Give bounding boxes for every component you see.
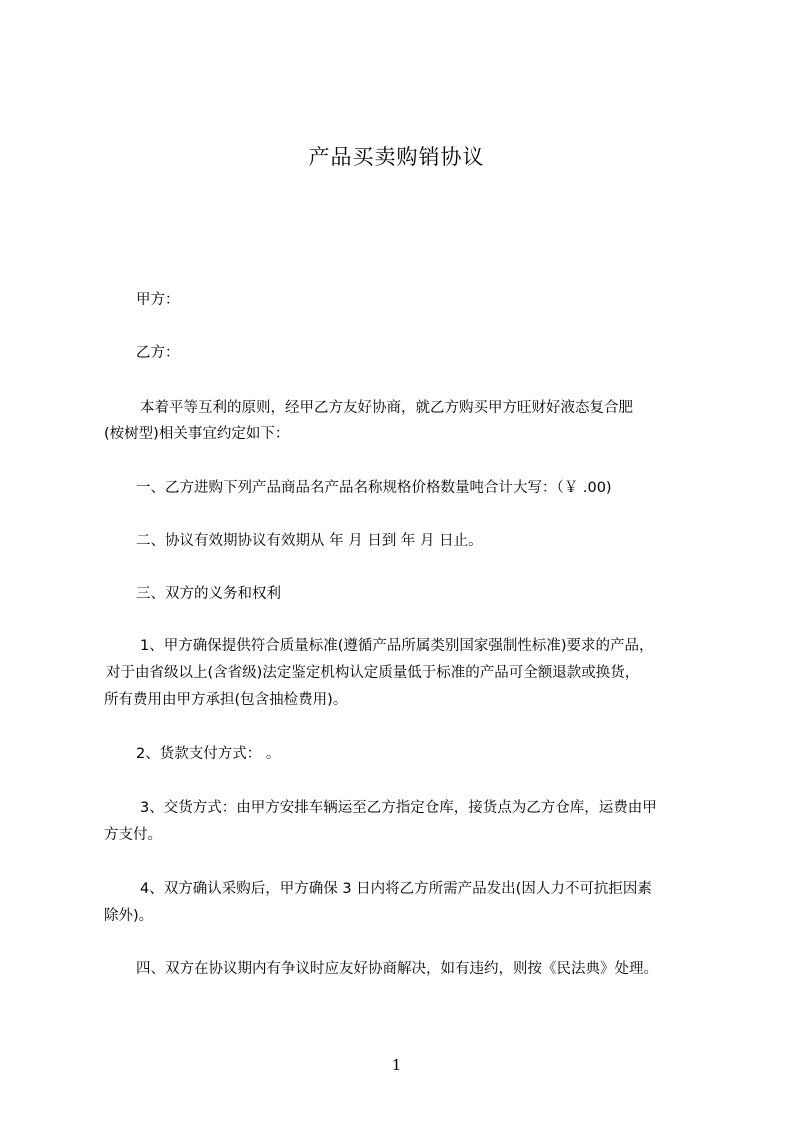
intro-paragraph-line-2: (桉树型)相关事宜约定如下：	[104, 426, 290, 442]
intro-paragraph-line-1: 本着平等互利的原则，经甲乙方友好协商，就乙方购买甲方旺财好液态复合肥	[140, 400, 633, 416]
item-3-line-1: 3、交货方式：由甲方安排车辆运至乙方指定仓库，接货点为乙方仓库，运费由甲	[140, 800, 657, 816]
section-3-heading: 三、双方的义务和权利	[136, 586, 281, 602]
item-1-line-1: 1、甲方确保提供符合质量标准(遵循产品所属类别国家强制性标准)要求的产品，	[140, 638, 654, 654]
item-2-payment-method: 2、货款支付方式： 。	[136, 746, 281, 762]
party-b-label: 乙方：	[136, 345, 180, 361]
document-title: 产品买卖购销协议	[308, 145, 485, 169]
item-1-line-3: 所有费用由甲方承担(包含抽检费用)。	[104, 692, 348, 708]
section-2-validity-period: 二、协议有效期协议有效期从 年 月 日到 年 月 日止。	[136, 533, 483, 549]
page-number: 1	[391, 1056, 402, 1074]
section-1-product-list: 一、乙方进购下列产品商品名产品名称规格价格数量吨合计大写：（￥ .00)	[136, 480, 612, 496]
item-3-line-2: 方支付。	[104, 827, 162, 843]
section-4-dispute-resolution: 四、双方在协议期内有争议时应友好协商解决，如有违约，则按《民法典》处理。	[136, 961, 658, 977]
party-a-label: 甲方：	[136, 292, 180, 308]
item-4-line-1: 4、双方确认采购后，甲方确保 3 日内将乙方所需产品发出(因人力不可抗拒因素	[140, 881, 652, 897]
item-1-line-2: 对于由省级以上(含省级)法定鉴定机构认定质量低于标准的产品可全额退款或换货，	[106, 665, 640, 681]
item-4-line-2: 除外)。	[104, 908, 154, 924]
